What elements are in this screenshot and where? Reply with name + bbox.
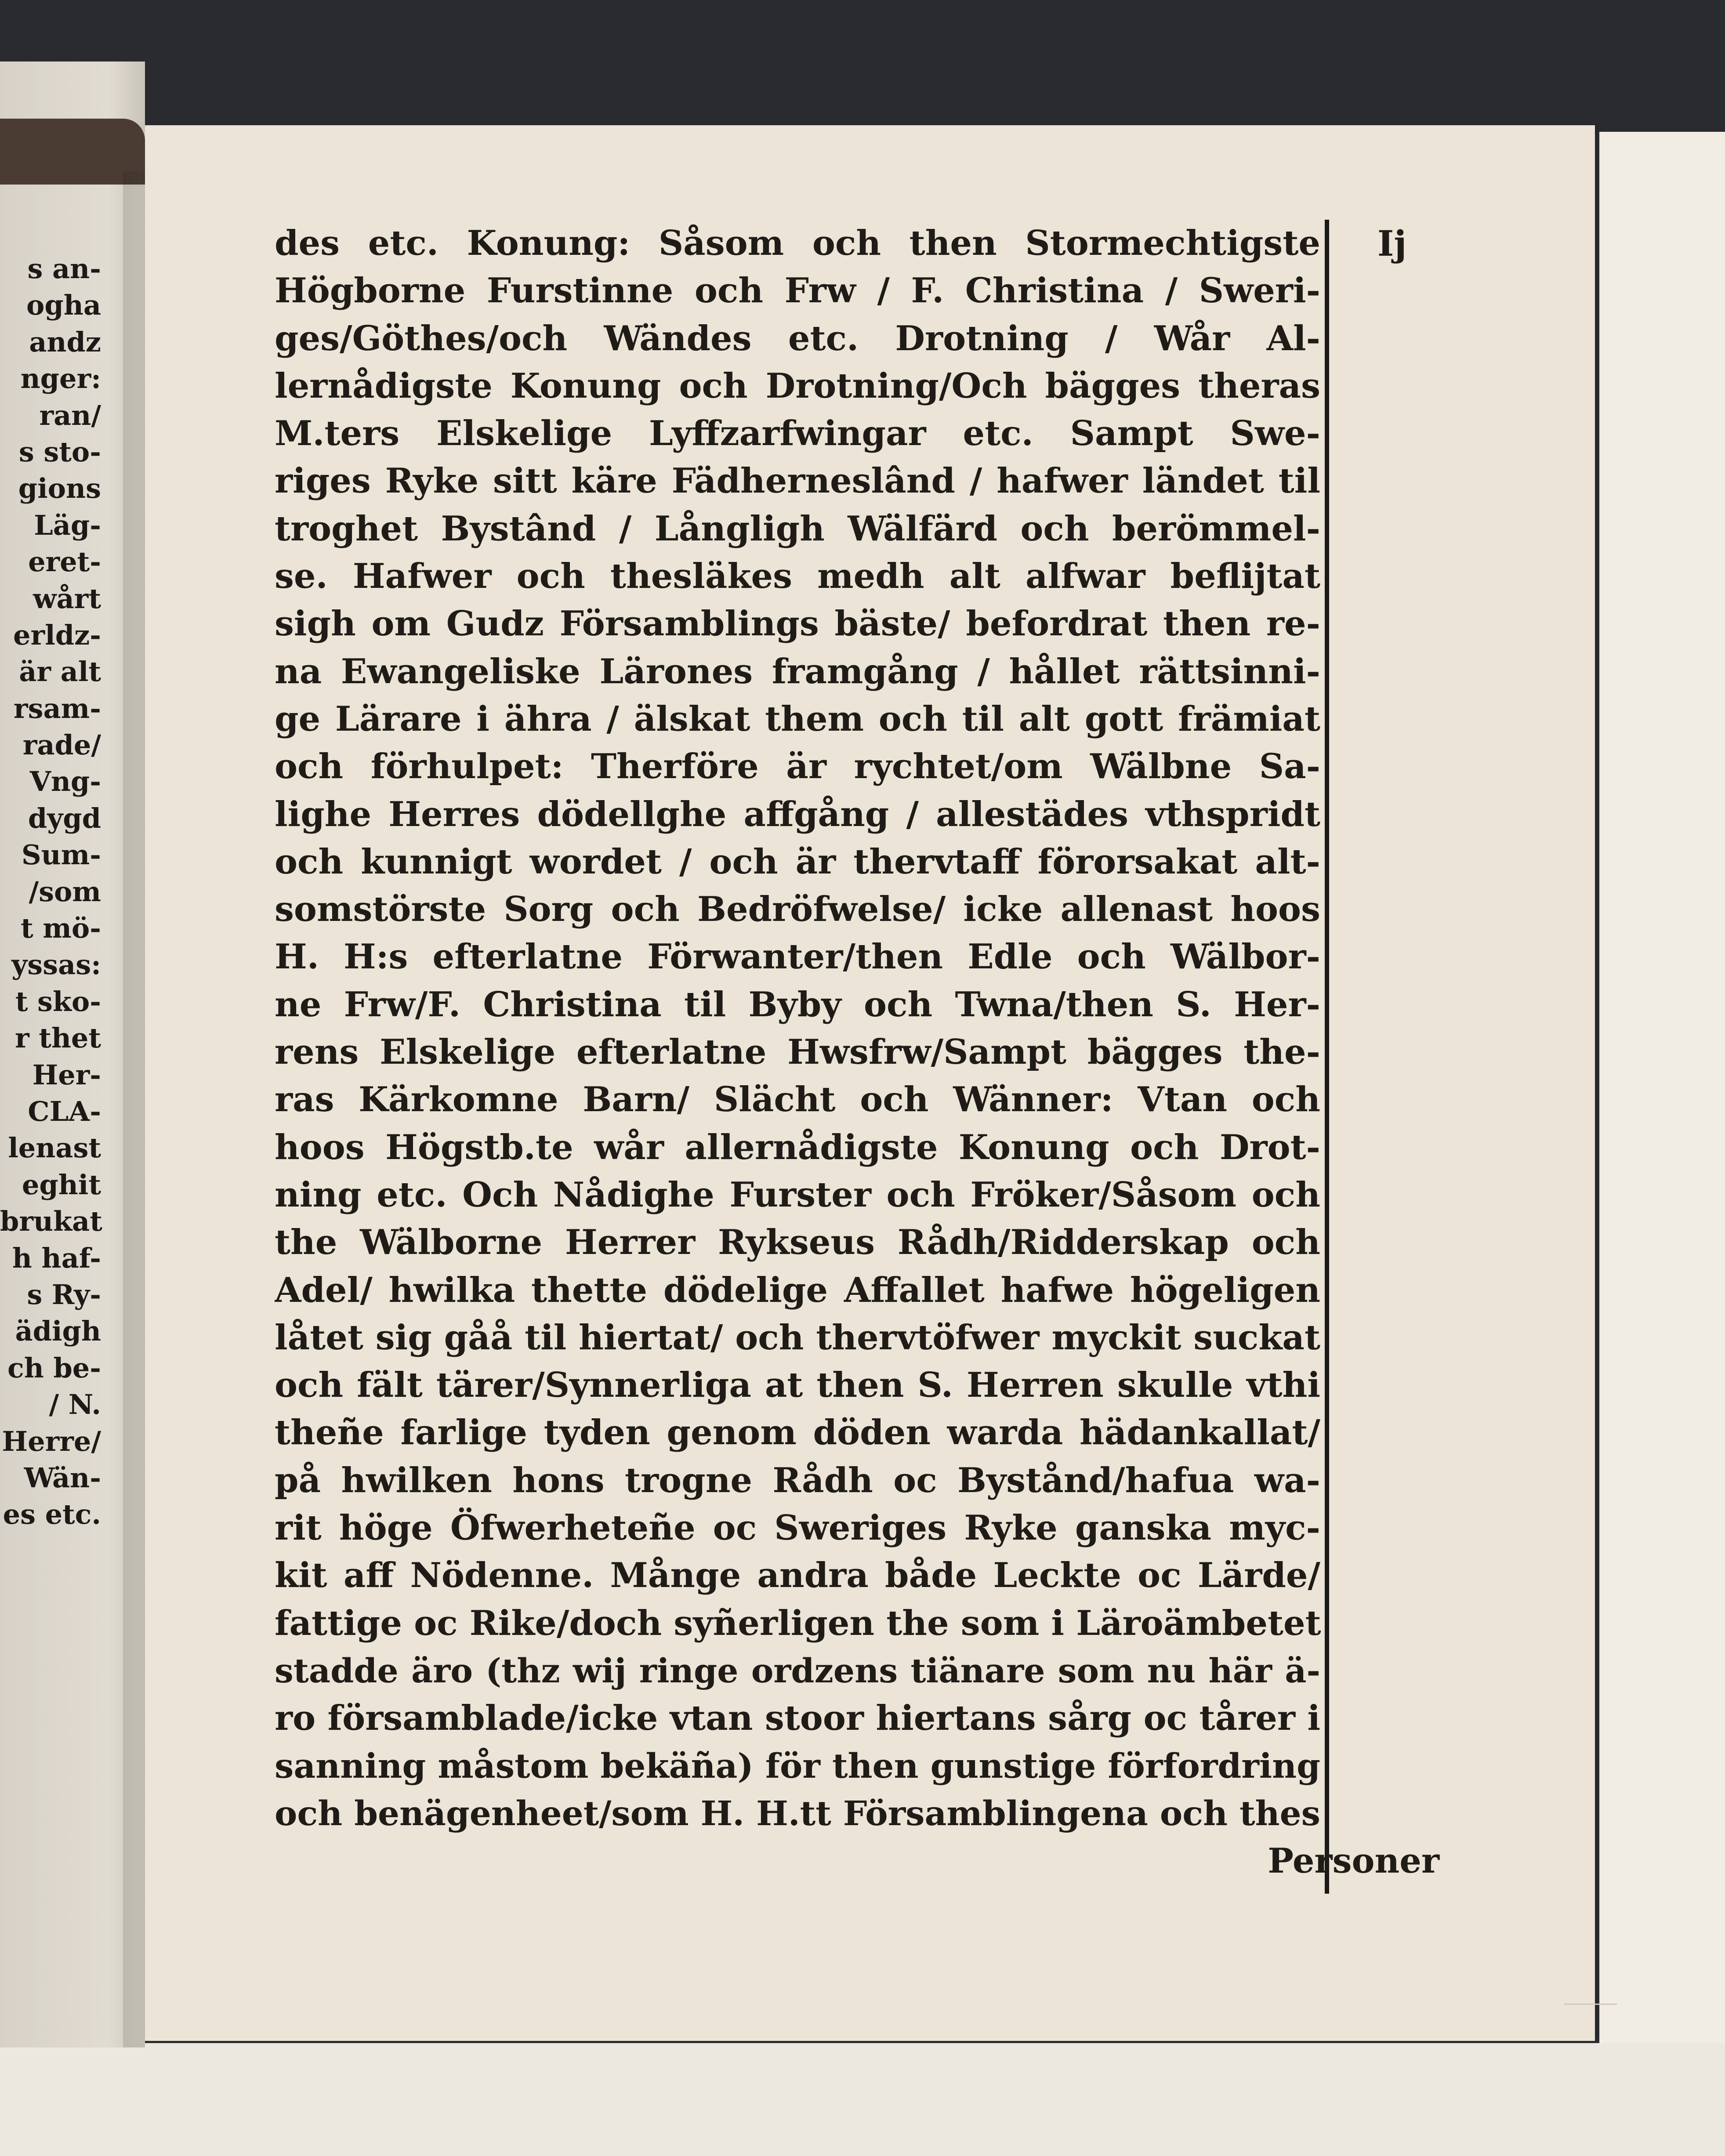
- left-fragment: Herre/: [2, 1425, 101, 1457]
- page-edges: [1564, 1986, 1617, 2005]
- left-fragment: eret-: [28, 546, 101, 578]
- text-line: Högborne Furstinne och Frw / F. Christina / Sweri-: [275, 271, 1320, 311]
- text-line: lighe Herres dödellghe affgång / allestädes vthspridt: [275, 794, 1320, 834]
- left-fragment: ädigh: [15, 1315, 101, 1348]
- bottom-background: [0, 2043, 1725, 2156]
- text-line: ro församblade/icke vtan stoor hiertans sårg oc tårer i: [275, 1698, 1320, 1739]
- left-fragment: dygd: [28, 802, 101, 834]
- left-page-text-fragments: [0, 250, 101, 1533]
- left-fragment: ran/: [39, 399, 101, 431]
- left-fragment: rsam-: [13, 692, 101, 725]
- left-fragment: erldz-: [13, 619, 101, 651]
- left-fragment: t sko-: [15, 985, 101, 1018]
- text-line: sanning måstom bekäña) för then gunstige förfordring: [275, 1746, 1320, 1786]
- text-line: des etc. Konung: Såsom och then Stormechtigste: [275, 223, 1320, 263]
- left-fragment: s Ry-: [27, 1278, 101, 1311]
- left-fragment: s sto-: [18, 435, 101, 468]
- left-fragment: Her-: [32, 1058, 101, 1091]
- left-fragment: h haf-: [12, 1242, 101, 1274]
- left-fragment: gions: [18, 472, 101, 505]
- main-text-block: [275, 220, 1329, 1894]
- right-background: [1599, 132, 1725, 2156]
- left-fragment: / N.: [49, 1388, 101, 1421]
- text-line: ras Kärkomne Barn/ Slächt och Wänner: Vtan och: [275, 1080, 1320, 1120]
- catchword: Personer: [1268, 1841, 1439, 1881]
- text-line: troghet Bystând / Långligh Wälfärd och berömmel-: [275, 508, 1320, 549]
- left-fragment: s an-: [27, 253, 101, 285]
- gutter-shadow: [123, 171, 145, 2047]
- text-line: hoos Högstb.te wår allernådigste Konung och Drot-: [275, 1127, 1320, 1167]
- text-line: theñe farlige tyden genom döden warda hädankallat/: [275, 1413, 1320, 1453]
- left-fragment: brukat: [0, 1205, 102, 1238]
- left-fragment: wårt: [33, 582, 101, 615]
- left-fragment: r thet: [14, 1022, 101, 1054]
- left-fragment: es etc.: [3, 1498, 101, 1531]
- text-line: stadde äro (thz wij ringe ordzens tiänare som nu här ä-: [275, 1651, 1320, 1690]
- left-fragment: nger:: [20, 362, 101, 395]
- text-line: och fält tärer/Synnerliga at then S. Herren skulle vthi: [275, 1365, 1320, 1406]
- text-line: ne Frw/F. Christina til Byby och Twna/then S. Her-: [275, 984, 1320, 1025]
- text-line: och benägenheet/som H. H.tt Församblingena och thes: [275, 1794, 1320, 1834]
- left-fragment: är alt: [19, 656, 101, 688]
- text-line: låtet sig gåå til hiertat/ och thervtöfwer myckit suckat: [275, 1317, 1320, 1358]
- top-background: [0, 0, 1725, 132]
- left-fragment: yssas:: [11, 949, 101, 981]
- left-fragment: Wän-: [24, 1461, 101, 1494]
- left-fragment: rade/: [22, 729, 101, 761]
- folio-signature: Ij: [1377, 223, 1407, 264]
- left-fragment: ch be-: [7, 1352, 101, 1384]
- text-line: somstörste Sorg och Bedröfwelse/ icke allenast hoos: [275, 889, 1320, 930]
- text-line: och kunnigt wordet / och är thervtaff förorsakat alt-: [275, 841, 1320, 882]
- left-fragment: /som: [29, 875, 101, 908]
- text-line: ge Lärare i ähra / älskat them och til alt gott främiat: [275, 699, 1320, 739]
- text-line: M.ters Elskelige Lyffzarfwingar etc. Sampt Swe-: [275, 413, 1320, 454]
- left-fragment: CLA-: [28, 1095, 101, 1127]
- left-fragment: Läg-: [34, 509, 101, 541]
- left-fragment: Sum-: [21, 839, 101, 871]
- text-line: på hwilken hons trogne Rådh oc Bystånd/hafua wa-: [275, 1460, 1320, 1500]
- left-fragment: ogha: [26, 289, 101, 322]
- left-fragment: Vng-: [29, 765, 101, 798]
- text-line: na Ewangeliske Lärones framgång / hållet rättsinni-: [275, 651, 1320, 692]
- left-fragment: t mö-: [21, 912, 101, 945]
- text-line: Adel/ hwilka thette dödelige Affallet hafwe högeligen: [275, 1270, 1320, 1310]
- text-line: riges Ryke sitt käre Fädherneslând / hafwer ländet til: [275, 461, 1320, 501]
- text-line: ges/Göthes/och Wändes etc. Drotning / Wår Al-: [275, 318, 1320, 359]
- left-fragment: lenast: [8, 1132, 101, 1164]
- left-page: [0, 62, 145, 2047]
- text-line: se. Hafwer och thesläkes medh alt alfwar beflijtat: [275, 556, 1320, 597]
- text-line: lernådigste Konung och Drotning/Och bägges theras: [275, 366, 1320, 406]
- text-line: kit aff Nödenne. Månge andra både Leckte oc Lärde/: [275, 1555, 1320, 1596]
- text-line: rit höge Öfwerheteñe oc Sweriges Ryke ganska myc-: [275, 1508, 1320, 1548]
- text-line: the Wälborne Herrer Rykseus Rådh/Ridderskap och: [275, 1222, 1320, 1263]
- text-line: fattige oc Rike/doch syñerligen the som i Läroämbetet: [275, 1603, 1321, 1643]
- left-fragment: andz: [29, 326, 101, 358]
- text-line: H. H:s efterlatne Förwanter/then Edle och Wälbor-: [275, 937, 1320, 977]
- text-line: sigh om Gudz Församblings bäste/ befordrat then re-: [275, 604, 1320, 644]
- text-line: och förhulpet: Therföre är rychtet/om Wälbne Sa-: [275, 746, 1320, 787]
- text-line: rens Elskelige efterlatne Hwsfrw/Sampt bägges the-: [275, 1032, 1320, 1073]
- text-line: ning etc. Och Nådighe Furster och Fröker/Såsom och: [275, 1174, 1320, 1215]
- left-fragment: eghit: [22, 1168, 101, 1201]
